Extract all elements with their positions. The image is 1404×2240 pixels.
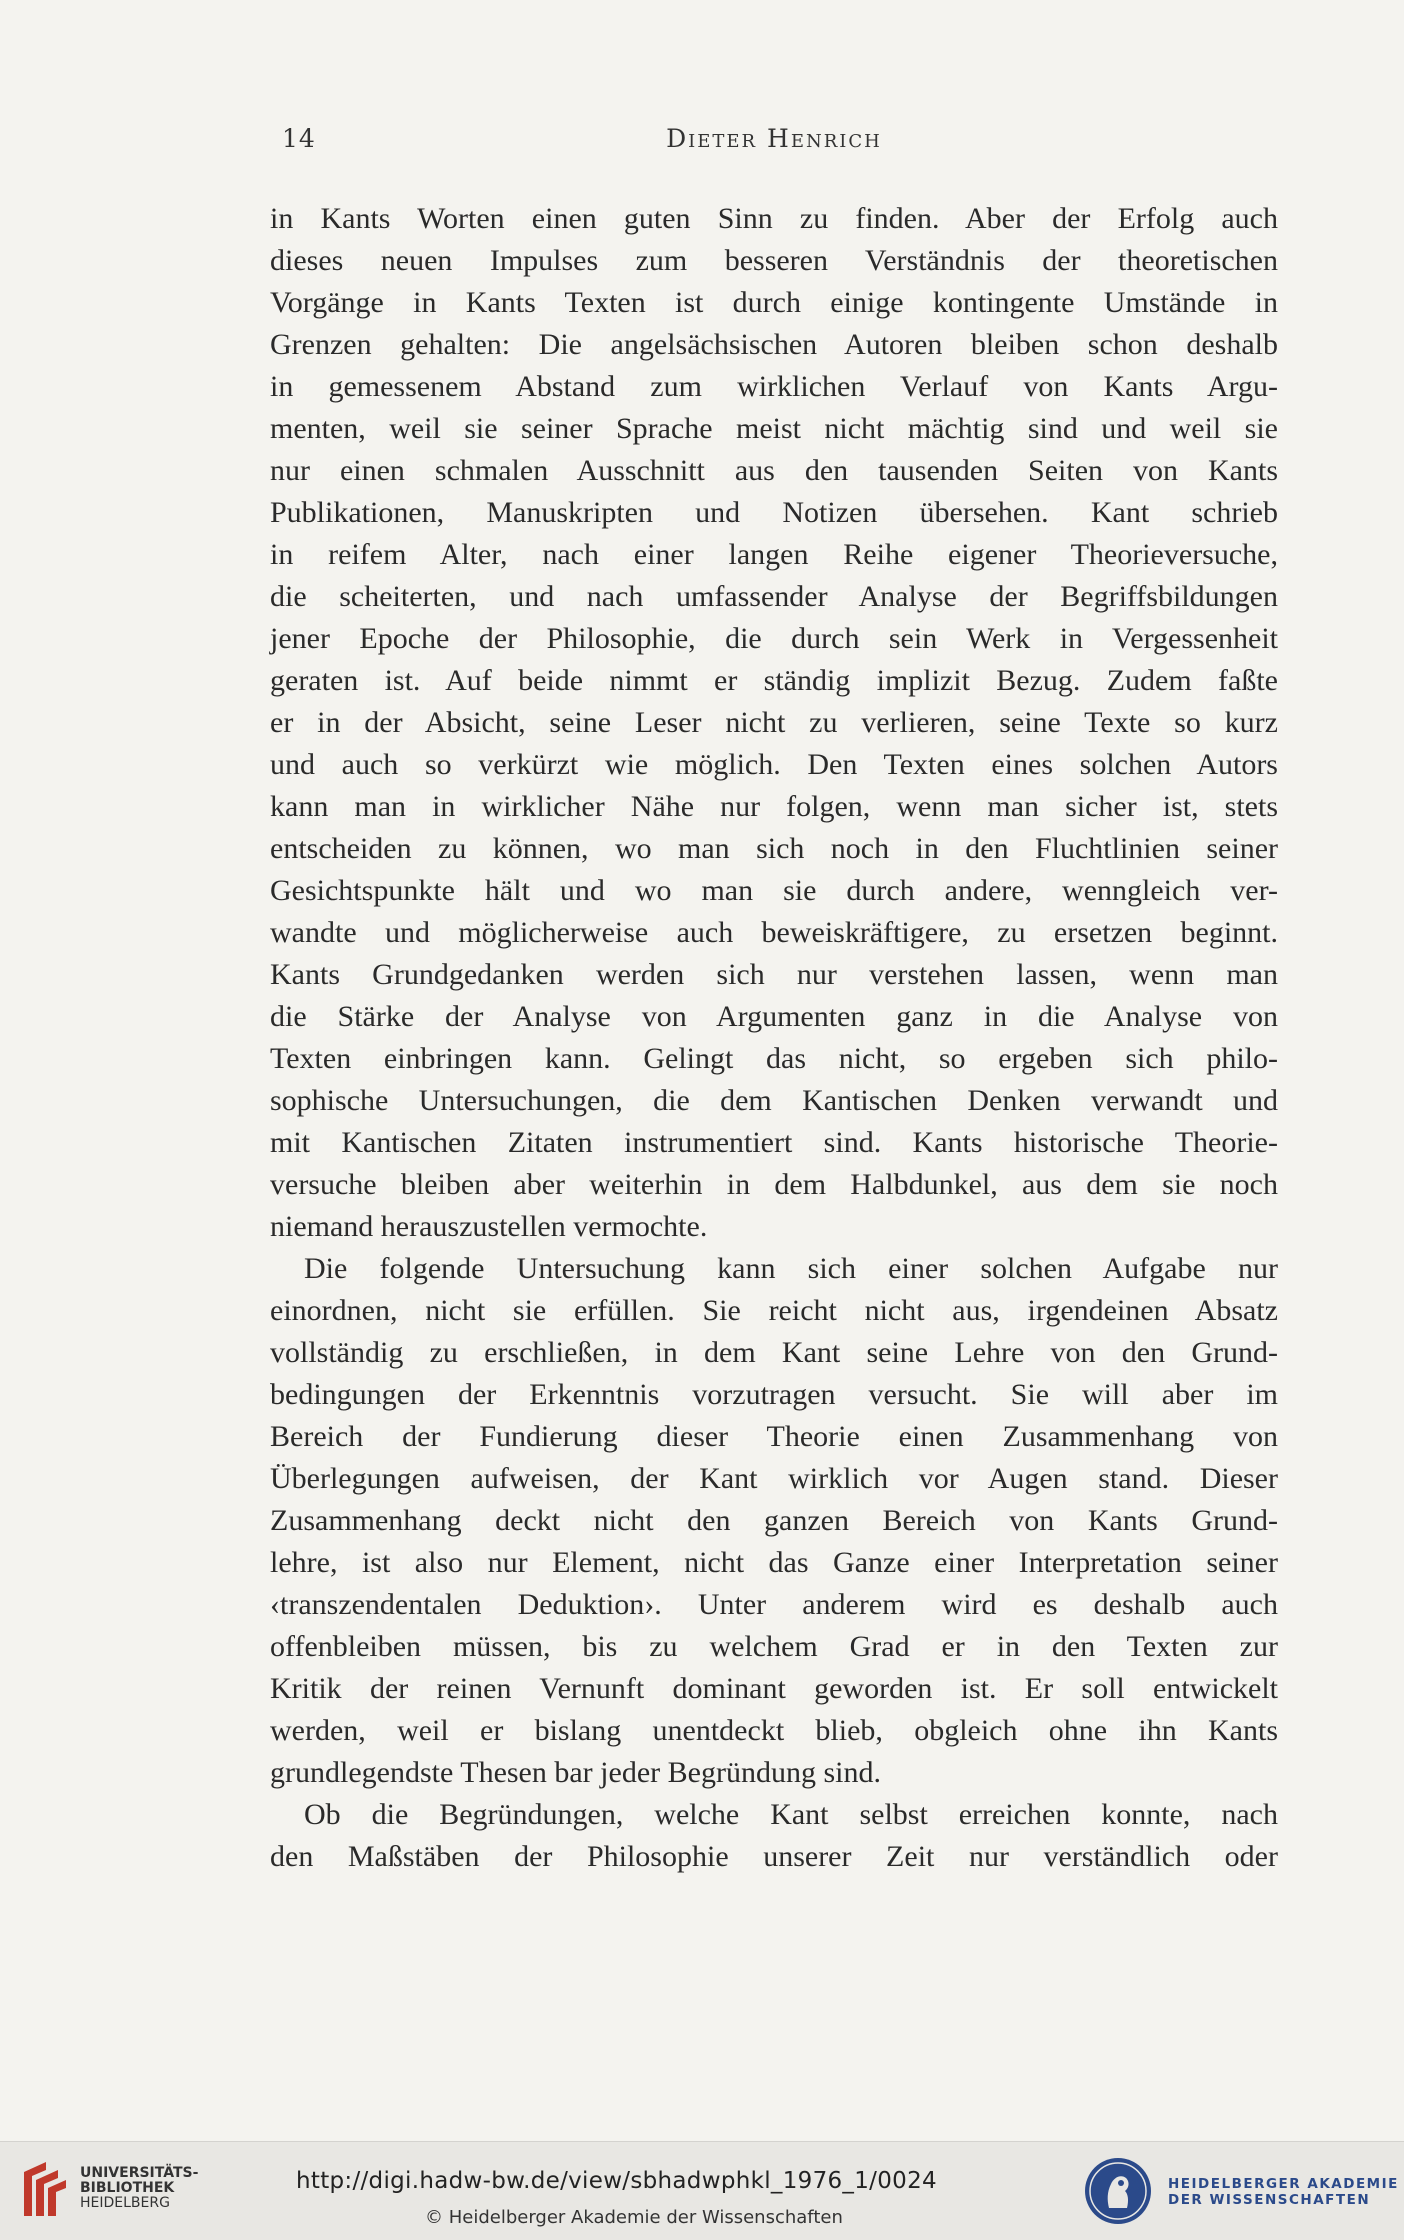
text-line: lehre, ist also nur Element, nicht das Ganze einer Interpretation seiner	[270, 1546, 1278, 1579]
academy-seal-icon	[1083, 2156, 1153, 2226]
library-line-2: BIBLIOTHEK	[80, 2180, 175, 2196]
university-library-logo-icon	[16, 2158, 70, 2222]
page-header	[270, 124, 1278, 164]
text-line: menten, weil sie seiner Sprache meist nicht mächtig sind und weil sie	[270, 412, 1278, 445]
text-line: Die folgende Untersuchung kann sich einer solchen Aufgabe nur	[304, 1252, 1278, 1285]
text-line: Kants Grundgedanken werden sich nur verstehen lassen, wenn man	[270, 958, 1278, 991]
text-line: sophische Untersuchungen, die dem Kantischen Denken verwandt und	[270, 1084, 1278, 1117]
text-line: einordnen, nicht sie erfüllen. Sie reicht nicht aus, irgendeinen Absatz	[270, 1294, 1278, 1327]
source-url-link[interactable]: http://digi.hadw-bw.de/view/sbhadwphkl_1976_1/0024	[296, 2168, 937, 2194]
text-line: jener Epoche der Philosophie, die durch sein Werk in Vergessenheit	[270, 622, 1278, 655]
text-line: ‹transzendentalen Deduktion›. Unter anderem wird es deshalb auch	[270, 1588, 1278, 1621]
page-number: 14	[282, 124, 316, 153]
running-head: Dieter Henrich	[666, 124, 882, 153]
academy-line-1: HEIDELBERGER AKADEMIE	[1168, 2176, 1399, 2192]
text-line: in gemessenem Abstand zum wirklichen Verlauf von Kants Argu-	[270, 370, 1278, 403]
text-line: versuche bleiben aber weiterhin in dem Halbdunkel, aus dem sie noch	[270, 1168, 1278, 1201]
academy-name	[1168, 2176, 1399, 2208]
text-line: Ob die Begründungen, welche Kant selbst erreichen konnte, nach	[304, 1798, 1278, 1831]
text-line: bedingungen der Erkenntnis vorzutragen versucht. Sie will aber im	[270, 1378, 1278, 1411]
copyright-notice: © Heidelberger Akademie der Wissenschaften	[425, 2207, 843, 2228]
text-line: offenbleiben müssen, bis zu welchem Grad er in den Texten zur	[270, 1630, 1278, 1663]
text-line: Publikationen, Manuskripten und Notizen übersehen. Kant schrieb	[270, 496, 1278, 529]
text-line: kann man in wirklicher Nähe nur folgen, wenn man sicher ist, stets	[270, 790, 1278, 823]
text-line: Kritik der reinen Vernunft dominant geworden ist. Er soll entwickelt	[270, 1672, 1278, 1705]
text-line: geraten ist. Auf beide nimmt er ständig implizit Bezug. Zudem faßte	[270, 664, 1278, 697]
text-line: dieses neuen Impulses zum besseren Verständnis der theoretischen	[270, 244, 1278, 277]
university-library-name	[80, 2166, 198, 2211]
text-line: Überlegungen aufweisen, der Kant wirklich vor Augen stand. Dieser	[270, 1462, 1278, 1495]
academy-line-2: DER WISSENSCHAFTEN	[1168, 2192, 1371, 2208]
text-line: vollständig zu erschließen, in dem Kant seine Lehre von den Grund-	[270, 1336, 1278, 1369]
text-line: die scheiterten, und nach umfassender Analyse der Begriffsbildungen	[270, 580, 1278, 613]
text-line: Zusammenhang deckt nicht den ganzen Bereich von Kants Grund-	[270, 1504, 1278, 1537]
body-text	[270, 198, 1278, 1878]
text-line: und auch so verkürzt wie möglich. Den Texten eines solchen Autors	[270, 748, 1278, 781]
text-line: Gesichtspunkte hält und wo man sie durch andere, wenngleich ver-	[270, 874, 1278, 907]
footer-bar	[0, 2141, 1404, 2240]
text-line: den Maßstäben der Philosophie unserer Zeit nur verständlich oder	[270, 1840, 1278, 1873]
text-line: Bereich der Fundierung dieser Theorie einen Zusammenhang von	[270, 1420, 1278, 1453]
text-line: Vorgänge in Kants Texten ist durch einige kontingente Umstände in	[270, 286, 1278, 319]
text-line: entscheiden zu können, wo man sich noch in den Fluchtlinien seiner	[270, 832, 1278, 865]
text-line: nur einen schmalen Ausschnitt aus den tausenden Seiten von Kants	[270, 454, 1278, 487]
text-line: werden, weil er bislang unentdeckt blieb, obgleich ohne ihn Kants	[270, 1714, 1278, 1747]
text-line: wandte und möglicherweise auch beweiskräftigere, zu ersetzen beginnt.	[270, 916, 1278, 949]
text-line: Grenzen gehalten: Die angelsächsischen Autoren bleiben schon deshalb	[270, 328, 1278, 361]
text-line: die Stärke der Analyse von Argumenten ganz in die Analyse von	[270, 1000, 1278, 1033]
text-line: in reifem Alter, nach einer langen Reihe eigener Theorieversuche,	[270, 538, 1278, 571]
text-line: niemand herauszustellen vermochte.	[270, 1210, 708, 1243]
library-line-1: UNIVERSITÄTS-	[80, 2165, 199, 2181]
text-line: mit Kantischen Zitaten instrumentiert sind. Kants historische Theorie-	[270, 1126, 1278, 1159]
text-line: in Kants Worten einen guten Sinn zu finden. Aber der Erfolg auch	[270, 202, 1278, 235]
text-line: Texten einbringen kann. Gelingt das nicht, so ergeben sich philo-	[270, 1042, 1278, 1075]
text-line: er in der Absicht, seine Leser nicht zu verlieren, seine Texte so kurz	[270, 706, 1278, 739]
library-line-3: HEIDELBERG	[80, 2195, 170, 2211]
text-line: grundlegendste Thesen bar jeder Begründung sind.	[270, 1756, 881, 1789]
